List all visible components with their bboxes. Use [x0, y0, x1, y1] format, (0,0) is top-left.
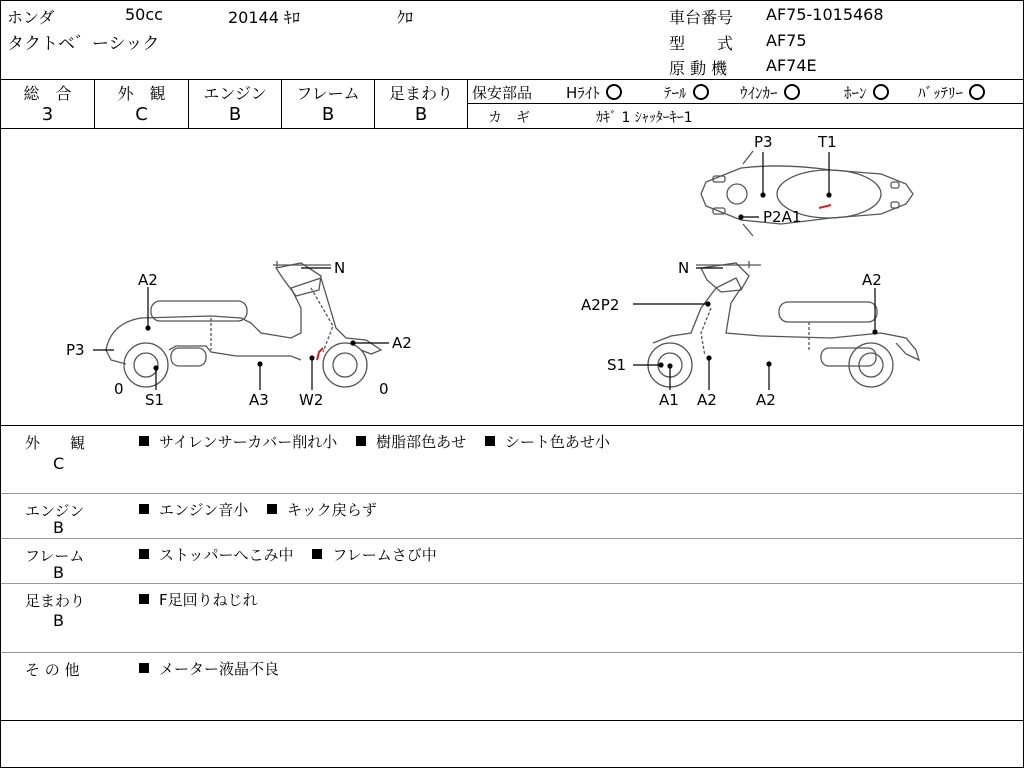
grade-title: 総 合 — [23, 84, 72, 103]
ok-circle-icon — [784, 84, 800, 100]
key-label: カ ギ — [488, 110, 530, 126]
section-grade: B — [53, 611, 64, 630]
damage-diagram — [1, 128, 1023, 426]
diagram-label: A3 — [249, 391, 269, 409]
section-item: ストッパーへこみ中 — [159, 546, 294, 564]
diagram-label: A2 — [138, 271, 158, 289]
ok-circle-icon — [693, 84, 709, 100]
color: ｸﾛ — [397, 8, 414, 27]
bullet-square-icon — [139, 436, 149, 446]
ok-circle-icon — [969, 84, 985, 100]
section-frame — [1, 539, 1023, 584]
section-exterior — [1, 426, 1023, 494]
safety-parts — [468, 80, 1023, 128]
bullet-square-icon — [139, 663, 149, 673]
grade-engine — [189, 80, 282, 128]
safety-item-label: ﾊﾞｯﾃﾘｰ — [918, 84, 964, 102]
diagram-label: S1 — [607, 356, 627, 374]
section-item: エンジン音小 — [159, 501, 249, 519]
grade-title: フレーム — [296, 84, 360, 103]
safety-item-tail — [664, 82, 719, 103]
safety-item-horn — [844, 82, 899, 103]
safety-item-battery — [918, 82, 995, 103]
section-engine — [1, 494, 1023, 539]
diagram-label: 0 — [114, 380, 124, 398]
mileage: 20144 ｷﾛ — [228, 8, 300, 27]
safety-item-label: ﾃｰﾙ — [664, 84, 687, 102]
type-value: AF75 — [766, 31, 807, 50]
type-label: 型 式 — [669, 34, 734, 53]
bullet-square-icon — [485, 436, 495, 446]
section-items — [137, 499, 389, 520]
section-title: 足まわり — [25, 592, 86, 610]
grade-exterior — [95, 80, 189, 128]
section-grade: C — [53, 454, 65, 473]
diagram-label: A2 — [392, 334, 412, 352]
section-item: メーター液晶不良 — [159, 660, 280, 678]
ok-circle-icon — [873, 84, 889, 100]
safety-item-winker — [740, 82, 810, 103]
diagram-label: N — [334, 259, 346, 277]
section-title: 外 観 — [25, 434, 86, 452]
grade-title: 外 観 — [117, 84, 166, 103]
safety-row — [468, 80, 1023, 104]
damage-mark-top — [819, 205, 831, 208]
grade-value: B — [321, 104, 335, 125]
safety-title: 保安部品 — [472, 84, 533, 102]
engine-value: AF74E — [766, 56, 817, 75]
section-item: シート色あせ小 — [504, 433, 610, 451]
bullet-square-icon — [312, 549, 322, 559]
grade-title: エンジン — [203, 84, 267, 103]
frame-no-label: 車台番号 — [669, 8, 734, 27]
diagram-label: A2P2 — [581, 296, 620, 314]
section-items — [137, 658, 291, 679]
diagram-label: A1 — [659, 391, 679, 409]
displacement: 50cc — [125, 5, 163, 24]
diagram-label: P2A1 — [763, 208, 802, 226]
grade-overall — [1, 80, 95, 128]
section-item: サイレンサーカバー削れ小 — [159, 433, 338, 451]
diagram-label: 0 — [379, 380, 389, 398]
key-value: ｶｷﾞ 1 ｼｬｯﾀｰｷｰ1 — [596, 110, 693, 126]
diagram-label: T1 — [818, 133, 837, 151]
section-title: そ の 他 — [25, 661, 80, 679]
section-other — [1, 653, 1023, 721]
damage-mark-left — [317, 348, 323, 360]
section-title: フレーム — [25, 547, 85, 565]
diagram-label: A2 — [697, 391, 717, 409]
bullet-square-icon — [267, 504, 277, 514]
grades-row — [1, 79, 1023, 129]
bullet-square-icon — [356, 436, 366, 446]
safety-item-label: ｳｲﾝｶｰ — [740, 84, 778, 102]
section-items — [137, 589, 270, 610]
safety-item-label: Hﾗｲﾄ — [566, 84, 600, 102]
safety-item-headlight — [566, 82, 632, 103]
section-suspension — [1, 584, 1023, 653]
diagram-label: W2 — [299, 391, 324, 409]
grade-value: B — [414, 104, 428, 125]
grade-title: 足まわり — [388, 84, 453, 103]
section-items — [137, 431, 622, 452]
section-item: 樹脂部色あせ — [376, 433, 467, 451]
key-row — [468, 104, 1023, 127]
grade-value: 3 — [41, 104, 54, 125]
diagram-label: P3 — [754, 133, 773, 151]
diagram-label: P3 — [66, 341, 85, 359]
bullet-square-icon — [139, 594, 149, 604]
diagram-label: N — [678, 259, 690, 277]
ok-circle-icon — [606, 84, 622, 100]
diagram-label: A2 — [862, 271, 882, 289]
section-title: エンジン — [25, 502, 85, 520]
section-items — [137, 544, 449, 565]
section-item: F足回りねじれ — [159, 591, 258, 609]
section-grade: B — [53, 563, 64, 582]
grade-value: B — [228, 104, 242, 125]
engine-label: 原 動 機 — [669, 59, 728, 78]
grade-suspension — [375, 80, 468, 128]
diagram-label: S1 — [145, 391, 165, 409]
diagram-label: A2 — [756, 391, 776, 409]
maker: ホンダ — [7, 8, 55, 27]
bullet-square-icon — [139, 549, 149, 559]
safety-item-label: ﾎｰﾝ — [844, 84, 867, 102]
model-name: タクトベ゛ーシック — [7, 34, 160, 54]
bullet-square-icon — [139, 504, 149, 514]
grade-frame — [282, 80, 375, 128]
grade-value: C — [135, 104, 148, 125]
frame-no: AF75-1015468 — [766, 5, 884, 24]
section-item: キック戻らず — [287, 501, 377, 519]
section-item: フレームさび中 — [332, 546, 437, 564]
scooter-top-view — [701, 151, 913, 236]
section-grade: B — [53, 518, 64, 537]
